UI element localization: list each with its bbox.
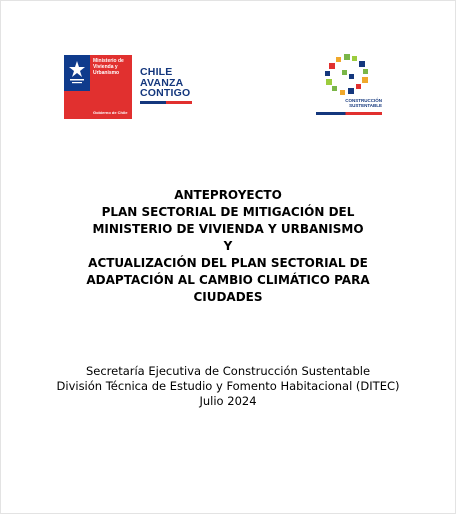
chile-star-icon (67, 59, 87, 87)
document-title (60, 187, 396, 306)
gobierno-label: Gobierno de Chile (93, 110, 128, 115)
title-line-2: PLAN SECTORIAL DE MITIGACIÓN DEL (101, 205, 355, 219)
construccion-sustentable-logo (316, 52, 382, 118)
cac-line-2: AVANZA (140, 76, 184, 89)
document-info (40, 364, 416, 409)
title-line-4: Y (223, 239, 233, 253)
cs-flag-bar (316, 112, 382, 115)
title-line-3: MINISTERIO DE VIVIENDA Y URBANISMO (92, 222, 364, 236)
secretaria-line: Secretaría Ejecutiva de Construcción Sustentable (85, 364, 371, 378)
date-line: Julio 2024 (199, 394, 257, 408)
ministerio-logo-red-field (64, 91, 90, 119)
title-line-1: ANTEPROYECTO (174, 188, 282, 202)
ministerio-logo (64, 55, 132, 119)
cac-flag-bar (140, 101, 192, 104)
cac-line-1: CHILE (140, 66, 173, 78)
division-line: División Técnica de Estudio y Fomento Habitacional (DITEC) (56, 379, 400, 393)
ministerio-logo-blue-field (64, 55, 90, 91)
title-line-7: CIUDADES (193, 290, 263, 304)
title-line-6: ADAPTACIÓN AL CAMBIO CLIMÁTICO PARA (86, 273, 370, 287)
cac-line-3: CONTIGO (140, 87, 191, 99)
chile-avanza-contigo-logo (140, 67, 200, 104)
cs-label-line-2: SUSTENTABLE (349, 103, 382, 108)
ministerio-name: Ministerio de Vivienda y Urbanismo (93, 58, 124, 76)
cs-label (342, 98, 382, 108)
title-line-5: ACTUALIZACIÓN DEL PLAN SECTORIAL DE (88, 256, 368, 270)
cs-label-line-1: CONSTRUCCIÓN (345, 98, 382, 103)
cs-squares-icon (316, 52, 382, 98)
